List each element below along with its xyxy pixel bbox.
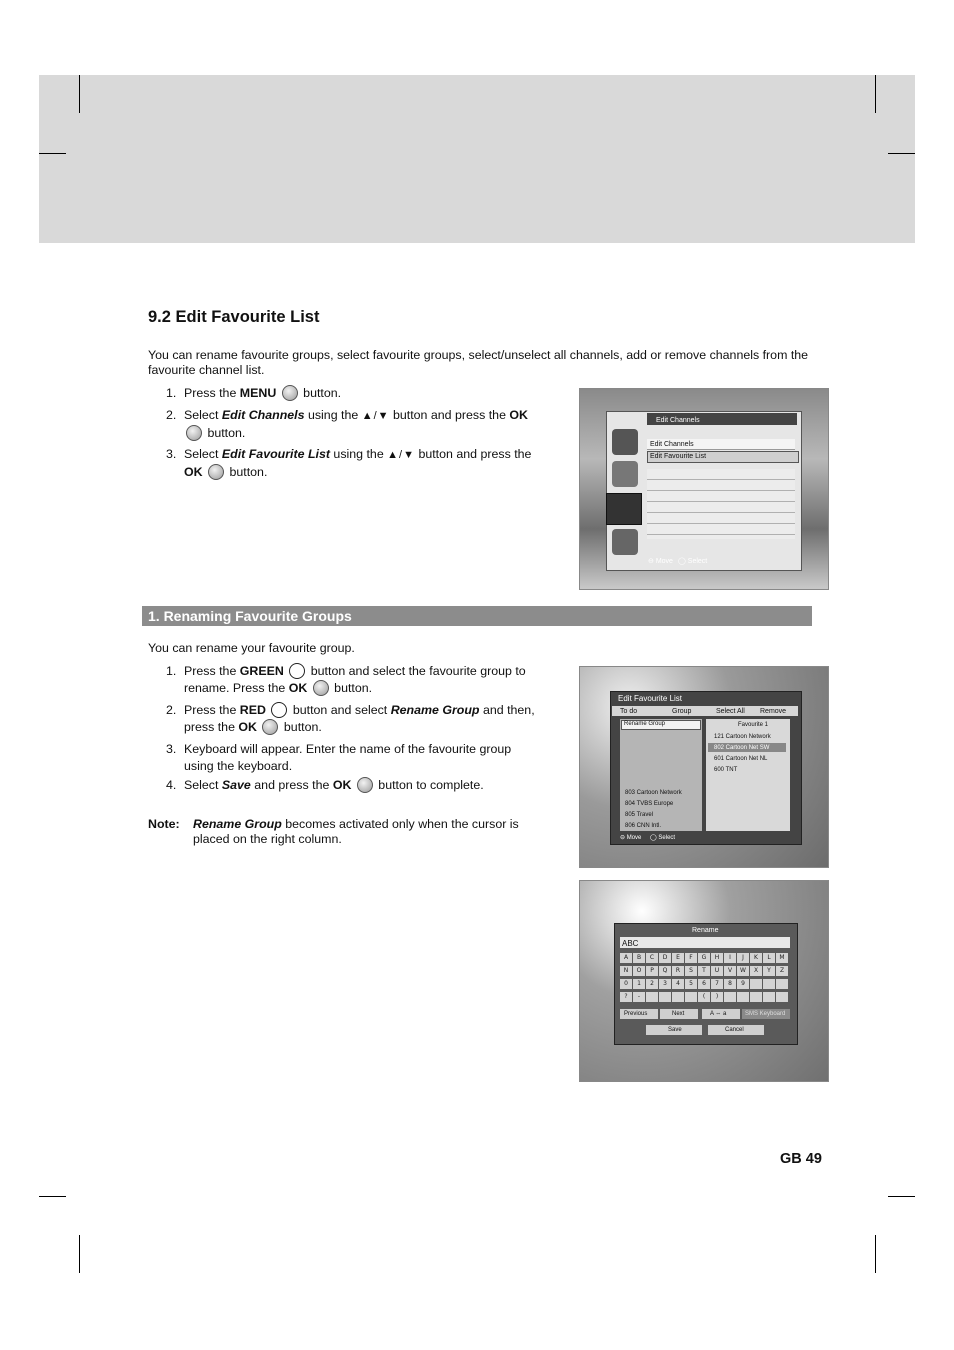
move-key-icon: ⊖ (648, 558, 654, 565)
keyboard-key[interactable]: U (711, 966, 723, 976)
subsection-title: 1. Renaming Favourite Groups (142, 606, 812, 626)
keyboard-key[interactable] (724, 992, 736, 1002)
keyboard-key[interactable]: ) (711, 992, 723, 1002)
keyboard-key[interactable] (776, 979, 788, 989)
crop-mark (875, 1235, 876, 1273)
page-number: GB 49 (780, 1151, 822, 1167)
channel-item[interactable]: 805 Travel (625, 812, 654, 818)
keyboard-key[interactable]: E (672, 953, 684, 963)
osd-title: Edit Channels (656, 417, 700, 424)
keyboard-key[interactable]: A (620, 953, 632, 963)
osd-title: Edit Favourite List (618, 694, 683, 703)
rename-title: Rename (692, 927, 719, 934)
menu-category-icon-active (606, 493, 642, 525)
step-3: 3. Select Edit Favourite List using the ▲/▼ button and press the OK button. (166, 447, 532, 479)
keyboard-key[interactable]: 3 (659, 979, 671, 989)
step-2: 2. Select Edit Channels using the ▲/▼ button and press the OK button. (166, 408, 528, 440)
keyboard-key[interactable]: L (763, 953, 775, 963)
keyboard-key[interactable] (659, 992, 671, 1002)
crop-mark (888, 153, 915, 154)
up-down-arrows-icon: ▲/▼ (361, 410, 390, 422)
keyboard-key[interactable]: X (750, 966, 762, 976)
red-button-icon (271, 702, 287, 718)
keyboard-key[interactable] (763, 992, 775, 1002)
sub-step-2: 2. Press the RED button and select Rename Group and then, press the OK button. (166, 703, 535, 734)
crop-mark (888, 1196, 915, 1197)
remove-button[interactable]: Remove (760, 708, 787, 715)
crop-mark (875, 75, 876, 113)
keyboard-grid (620, 953, 792, 1005)
keyboard-key[interactable]: D (659, 953, 671, 963)
keyboard-key[interactable]: - (633, 992, 645, 1002)
ok-button-icon (313, 680, 329, 696)
osd-menu-item-label: Edit Favourite List (650, 453, 707, 460)
keyboard-key[interactable] (750, 992, 762, 1002)
channel-item[interactable]: 121 Cartoon Network (714, 734, 771, 740)
keyboard-key[interactable]: 0 (620, 979, 632, 989)
favourite-group-header: Favourite 1 (738, 722, 769, 728)
ok-button-icon (262, 719, 278, 735)
keyboard-key[interactable] (763, 979, 775, 989)
keyboard-key[interactable]: 6 (698, 979, 710, 989)
keyboard-key[interactable] (685, 992, 697, 1002)
keyboard-key[interactable] (776, 992, 788, 1002)
note-label: Note: (148, 817, 180, 831)
keyboard-key[interactable]: P (646, 966, 658, 976)
osd-empty-rows (647, 469, 795, 539)
keyboard-key[interactable]: 7 (711, 979, 723, 989)
screenshot-edit-channels: Edit Channels Edit Channels Edit Favourite List ⊖ Move ◯ Select (579, 388, 829, 590)
sub-step-1: 1. Press the GREEN button and select the favourite group to rename. Press the OK button. (166, 664, 526, 695)
keyboard-key[interactable]: 8 (724, 979, 736, 989)
keyboard-key[interactable]: T (698, 966, 710, 976)
keyboard-key[interactable]: H (711, 953, 723, 963)
select-all-button[interactable]: Select All (716, 708, 745, 715)
keyboard-key[interactable]: M (776, 953, 788, 963)
menu-button-icon (282, 385, 298, 401)
keyboard-key[interactable]: V (724, 966, 736, 976)
sub-step-4: 4. Select Save and press the OK button to complete. (166, 778, 484, 792)
keyboard-key[interactable]: 1 (633, 979, 645, 989)
channel-item[interactable]: 804 TVBS Europe (625, 801, 674, 807)
up-down-arrows-icon: ▲/▼ (387, 449, 416, 461)
keyboard-key[interactable]: 5 (685, 979, 697, 989)
keyboard-key[interactable]: Z (776, 966, 788, 976)
keyboard-key[interactable]: N (620, 966, 632, 976)
osd-menu-item-label: Edit Channels (650, 441, 694, 448)
keyboard-key[interactable]: ( (698, 992, 710, 1002)
channel-item[interactable]: 806 CNN Intl. (625, 823, 662, 829)
menu-category-icon (612, 529, 638, 555)
keyboard-key[interactable]: O (633, 966, 645, 976)
crop-mark (79, 75, 80, 113)
group-button[interactable]: Group (672, 708, 692, 715)
keyboard-key[interactable]: J (737, 953, 749, 963)
screenshot-rename-keyboard: Rename ABC A B C D E F G H I J K L M N O P Q R S T U V W X Y Z 0 1 2 3 4 5 6 7 8 9 ? - ( ) Previous Next A ⇔ a SMS Keyboard Save Cancel (579, 880, 829, 1082)
keyboard-key[interactable]: F (685, 953, 697, 963)
keyboard-key[interactable]: S (685, 966, 697, 976)
channel-item[interactable]: 601 Cartoon Net NL (714, 756, 768, 762)
keyboard-key[interactable]: C (646, 953, 658, 963)
keyboard-key[interactable]: 9 (737, 979, 749, 989)
keyboard-key[interactable]: B (633, 953, 645, 963)
move-key-icon: ⊖ (620, 835, 626, 841)
intro-paragraph: You can rename favourite groups, select favourite groups, select/unselect all channels, add or remove channels from the favourite channel list. (148, 348, 809, 377)
keyboard-key[interactable] (750, 979, 762, 989)
crop-mark (39, 1196, 66, 1197)
keyboard-key[interactable]: Y (763, 966, 775, 976)
rename-input-value: ABC (622, 939, 639, 948)
rename-input[interactable] (620, 937, 790, 948)
keyboard-key[interactable]: 2 (646, 979, 658, 989)
channel-item[interactable]: 802 Cartoon Net SW (714, 745, 770, 751)
section-title: 9.2 Edit Favourite List (148, 308, 320, 326)
ok-button-icon (186, 425, 202, 441)
green-button-icon (289, 663, 305, 679)
sub-intro: You can rename your favourite group. (148, 641, 355, 655)
step-1: 1. Press the MENU button. (166, 386, 342, 400)
keyboard-key[interactable] (646, 992, 658, 1002)
menu-category-icon (612, 429, 638, 455)
keyboard-key[interactable]: 4 (672, 979, 684, 989)
todo-button[interactable]: To do (620, 708, 638, 715)
keyboard-key[interactable]: I (724, 953, 736, 963)
sub-step-3: 3. Keyboard will appear. Enter the name of the favourite group using the keyboard. (166, 742, 512, 773)
note-text: Rename Group becomes activated only when the cursor is placed on the right column. (193, 817, 519, 846)
ok-button-icon (208, 464, 224, 480)
menu-category-icon (612, 461, 638, 487)
header-band (39, 75, 915, 243)
ok-key-icon: ◯ (678, 558, 686, 565)
ok-button-icon (357, 777, 373, 793)
keyboard-key[interactable]: Q (659, 966, 671, 976)
crop-mark (79, 1235, 80, 1273)
keyboard-key[interactable]: K (750, 953, 762, 963)
keyboard-key[interactable] (672, 992, 684, 1002)
channel-item[interactable]: 600 TNT (714, 767, 738, 773)
crop-mark (39, 153, 66, 154)
screenshot-edit-favourite-list: Edit Favourite List To do Group Select All Remove Rename Group 803 Cartoon Network 804 TVBS Europe 805 Travel 806 CNN Intl. Favourite 1 121 Cartoon Network 802 Cartoon Net SW 601 Cartoon Net NL 600 TNT ⊖ Move ◯ Select (579, 666, 829, 868)
ok-key-icon: ◯ (650, 835, 657, 841)
keyboard-key[interactable]: G (698, 953, 710, 963)
keyboard-key[interactable] (737, 992, 749, 1002)
keyboard-key[interactable]: ? (620, 992, 632, 1002)
keyboard-key[interactable]: W (737, 966, 749, 976)
channel-item[interactable]: 803 Cartoon Network (625, 790, 682, 796)
keyboard-key[interactable]: R (672, 966, 684, 976)
